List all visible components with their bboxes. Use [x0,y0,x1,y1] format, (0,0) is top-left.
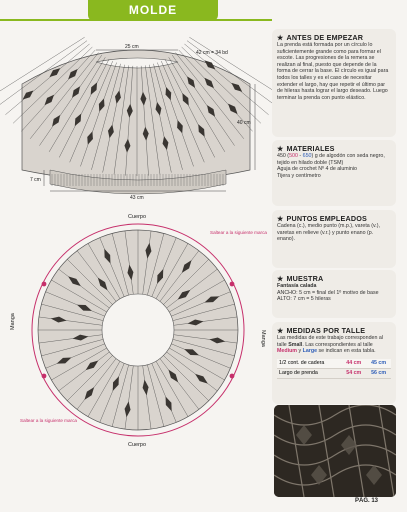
section-antes [272,29,396,137]
label-manga-right: Manga [260,330,266,347]
antes-heading [277,33,391,42]
top-fan [0,37,272,194]
medidas-title: MEDIDAS POR TALLE [286,326,366,335]
medidas-medium: Medium [277,348,298,355]
note-top-right: Saltear a la siguiente marca [210,230,267,235]
dim-right: 40 cm [237,120,251,126]
dim-top: 25 cm [125,44,139,50]
puntos-heading [277,214,391,223]
star-icon: ★ [277,216,284,223]
page-number: PÁG. 13 [355,498,379,504]
materiales-large: 650 [302,153,312,159]
top-schematic [0,24,272,204]
materiales-post: ) g de algodón con seda negro, tejido en hilado doble (TSM) [277,153,385,166]
table-row [277,359,391,369]
puntos-title: PUNTOS EMPLEADOS [286,214,368,223]
label-cuerpo-top: Cuerpo [128,214,147,220]
medidas-pre: Las medidas de este trabajo corresponden al talle [277,335,384,348]
sizes-table [277,359,391,379]
note-bottom-left: Saltear a la siguiente marca [20,418,77,423]
table-row [277,368,391,378]
medidas-large: Large [302,348,318,355]
materiales-sep: - [297,153,303,159]
section-materiales [272,140,396,206]
muestra-title: MUESTRA [286,274,324,283]
dim-top-right: 42 cm = 34 bd [196,50,228,56]
muestra-line2: ALTO: 7 cm = 5 hileras [277,296,331,303]
label-manga-left: Manga [10,313,16,330]
row-label: 1/2 cont. de cadera [277,359,341,369]
medidas-post: se indican en esta tabla. [317,348,376,355]
muestra-heading [277,274,391,283]
star-icon: ★ [277,146,284,153]
materiales-medium: 500 [289,153,298,159]
medidas-text [277,335,391,355]
row-large-value: 45 cm [366,359,391,369]
section-medidas [272,322,396,404]
section-puntos [272,210,396,268]
dim-left: 7 cm [30,177,41,183]
medidas-heading [277,326,391,335]
section-tab: MOLDE [88,0,218,21]
star-icon: ★ [277,328,284,335]
materiales-heading [277,144,391,153]
row-medium-value: 54 cm [341,368,366,378]
medidas-small: Small [288,341,303,348]
antes-title: ANTES DE EMPEZAR [286,33,364,42]
medidas-mid: . Las correspondientes al talle [302,341,373,348]
star-icon: ★ [277,276,284,283]
row-large-value: 56 cm [366,368,391,378]
materiales-line3: Tijera y centímetro [277,172,321,179]
medidas-and: y [297,348,303,355]
puntos-text: Cadena (c.), medio punto (m.p.), vareta (v.), varetas en relieve (v.r.) y punto enano (p. enano). [277,223,380,243]
row-medium-value: 44 cm [341,359,366,369]
lace-texture [274,405,396,497]
lace-photo [274,405,396,497]
section-muestra [272,270,396,318]
materiales-text [277,153,391,166]
materiales-line2: Aguja de crochet Nº 4 de aluminio [277,166,357,173]
muestra-subtitle: Fantasía calada [277,283,317,289]
muestra-line1: ANCHO: 5 cm = final del 1º motivo de base [277,289,379,296]
materiales-pre: 450 ( [277,153,290,159]
antes-text: La prenda está formada por un círculo lo suficientemente grande como para formar el escote. Las progresiones de la remera se realizan al final, puesto que depende de la forma de cerrar la base. El círculo es igual para todos los talles y es el caso de necesitar extender el largo, hay que repetir el último par de hileras hasta lograr el largo deseado. Luego terminar la prenda con punto elástico. [277,42,389,101]
bottom-schematic [0,208,272,458]
star-icon: ★ [277,35,284,42]
materiales-title: MATERIALES [286,144,335,153]
label-cuerpo-bottom: Cuerpo [128,442,147,448]
dim-bottom: 43 cm [130,195,144,201]
row-label: Largo de prenda [277,368,341,378]
